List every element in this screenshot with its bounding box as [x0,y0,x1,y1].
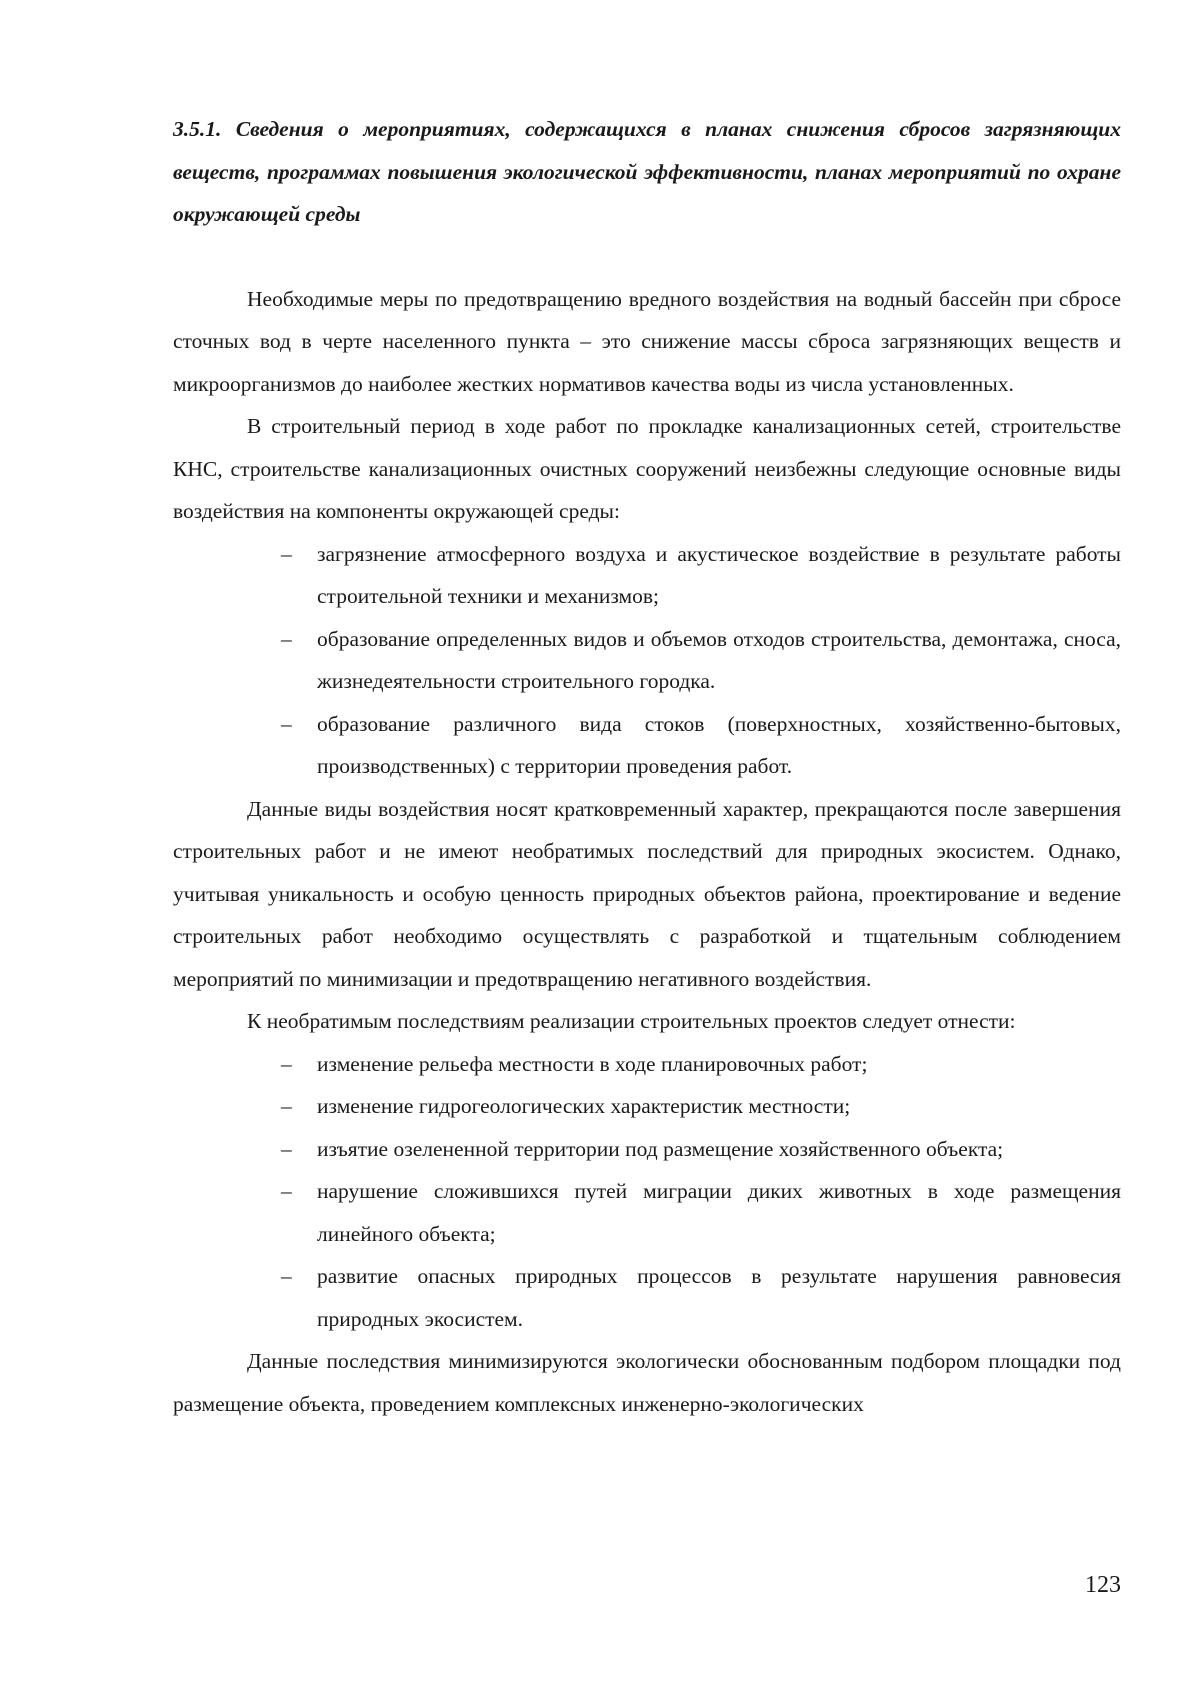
list-item [173,1255,1121,1340]
list-item-text: нарушение сложившихся путей миграции диких животных в ходе размещения линейного объекта; [317,1179,1121,1246]
irreversible-consequences-list [173,1043,1121,1341]
dash-marker: – [281,541,292,566]
paragraph-3: Данные виды воздействия носят кратковременный характер, прекращаются после завершения строительных работ и не имеют необратимых последствий для природных экосистем. Однако, учитывая уникальность и особую ценность природных объектов района, проектирование и ведение строительных работ необходимо осуществлять с разработкой и тщательным соблюдением мероприятий по минимизации и предотвращению негативного воздействия. [173,796,1121,991]
page-number: 123 [1085,1572,1121,1598]
dash-marker: – [281,1179,292,1203]
list-item-text: образование различного вида стоков (поверхностных, хозяйственно-бытовых, производственных) с территории проведения работ. [317,711,1121,778]
dash-marker: – [281,1264,292,1288]
list-item-text: изменение рельефа местности в ходе планировочных работ; [317,1051,868,1076]
list-item-text: развитие опасных природных процессов в результате нарушения равновесия природных экосистем. [317,1264,1121,1331]
paragraph-2: В строительный период в ходе работ по прокладке канализационных сетей, строительстве КНС, строительстве канализационных очистных сооружений неизбежны следующие основные виды воздействия на компоненты окружающей среды: [173,414,1121,523]
dash-marker: – [281,1094,292,1118]
list-item-text: загрязнение атмосферного воздуха и акустическое воздействие в результате работы строительной техники и механизмов; [317,541,1121,608]
list-item [173,1085,1121,1128]
list-item [173,533,1121,618]
dash-marker: – [281,626,292,651]
construction-impacts-list [173,533,1121,788]
paragraph-1: Необходимые меры по предотвращению вредного воздействия на водный бассейн при сбросе сточных вод в черте населенного пункта – это снижение массы сброса загрязняющих веществ и микроорганизмов до наиболее жестких нормативов качества воды из числа установленных. [173,286,1121,396]
list-item [173,1170,1121,1255]
document-page [173,108,1121,1425]
section-heading: 3.5.1. Сведения о мероприятиях, содержащихся в планах снижения сбросов загрязняющих веществ, программах повышения экологической эффективности, планах мероприятий по охране окружающей среды [173,117,1121,226]
list-item-text: образование определенных видов и объемов отходов строительства, демонтажа, сноса, жизнедеятельности строительного городка. [317,626,1121,693]
paragraph-4: К необратимым последствиям реализации строительных проектов следует отнести: [247,1009,1016,1033]
list-item [173,1043,1121,1086]
list-item-text: изменение гидрогеологических характеристик местности; [317,1094,851,1118]
paragraph-5: Данные последствия минимизируются экологически обоснованным подбором площадки под размещение объекта, проведением комплексных инженерно-экологических [173,1349,1121,1416]
list-item-text: изъятие озелененной территории под размещение хозяйственного объекта; [317,1136,1004,1161]
dash-marker: – [281,1051,292,1076]
dash-marker: – [281,711,292,736]
dash-marker: – [281,1136,292,1161]
list-item [173,703,1121,788]
list-item [173,1128,1121,1171]
list-item [173,618,1121,703]
